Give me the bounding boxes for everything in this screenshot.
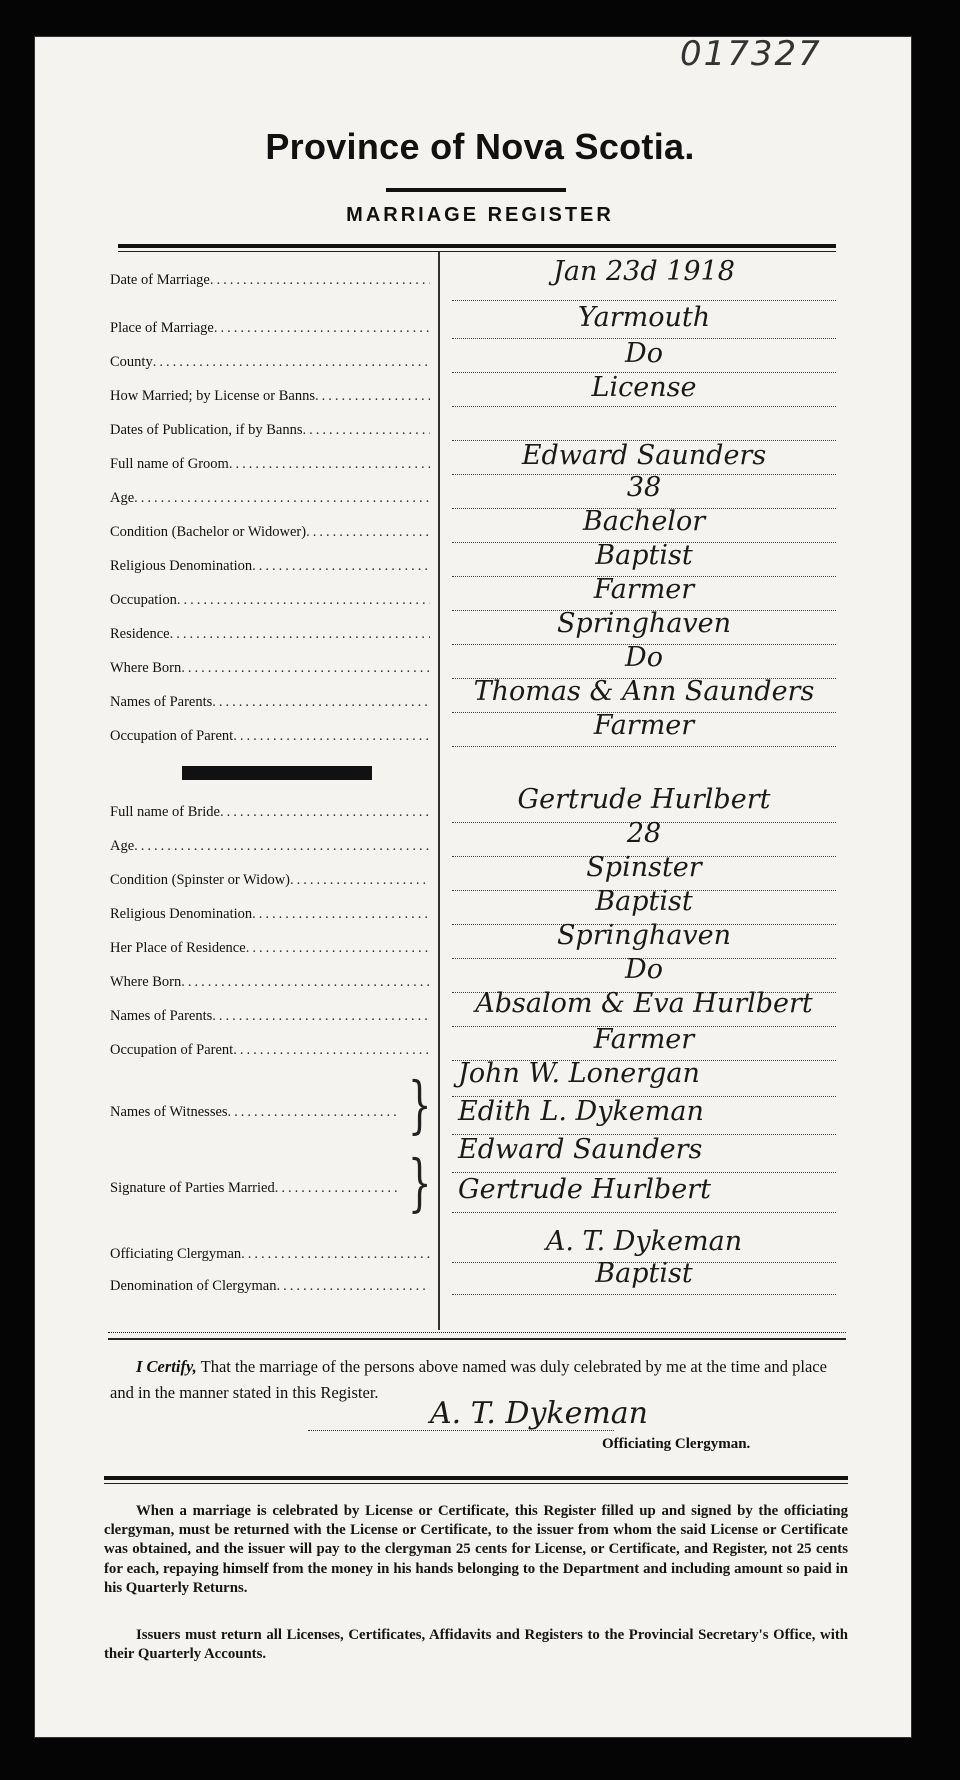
witnesses-brace: }	[407, 1068, 432, 1141]
certify-body: That the marriage of the persons above named was duly celebrated by me at the time and place and in the manner stated in this Register.	[110, 1357, 827, 1402]
certification-signature-label: Officiating Clergyman.	[602, 1436, 751, 1452]
field-label-officiating-clergyman: Officiating Clergyman .....	[110, 1246, 430, 1263]
value-bride-religion: Baptist	[595, 886, 693, 917]
header-rule-thin	[118, 251, 836, 252]
field-label-bride-condition: Condition (Spinster or Widow) .....	[110, 872, 430, 889]
field-label-how-married: How Married; by License or Banns .....	[110, 388, 430, 405]
value-county: Do	[625, 338, 663, 369]
field-label-bride-religion: Religious Denomination .....	[110, 906, 430, 923]
header-rule	[118, 244, 836, 248]
table-bottom-rule	[108, 1332, 846, 1334]
field-line	[452, 300, 836, 301]
value-place-of-marriage: Yarmouth	[577, 302, 711, 333]
field-label-bride-parent-occupation: Occupation of Parent .....	[110, 1042, 430, 1059]
value-officiating-clergyman: A. T. Dykeman	[545, 1226, 743, 1257]
field-line	[452, 1294, 836, 1295]
notice-paragraph-1: When a marriage is celebrated by License or Certificate, this Register filled up and signed by the officiating clergyman, must be returned with the License or Certificate, to the issuer from whom the said License or Certificate was obtained, and the issuer will pay to the clergyman 25 cents for License, or Certificate, and Register, not 25 cents for each, repaying himself from the money in his hands belonging to the Department and including amount so paid in his Quarterly Returns.	[104, 1503, 848, 1596]
field-label-witnesses: Names of Witnesses .....	[110, 1104, 400, 1121]
value-groom-residence: Springhaven	[556, 608, 732, 639]
value-bride-birthplace: Do	[625, 954, 663, 985]
field-label-groom-residence: Residence .....	[110, 626, 430, 643]
value-groom-occupation: Farmer	[593, 574, 695, 605]
value-groom-condition: Bachelor	[582, 506, 706, 537]
field-label-bride-age: Age .....	[110, 838, 430, 855]
field-label-dates-of-publication: Dates of Publication, if by Banns .....	[110, 422, 430, 439]
value-clergy-denomination: Baptist	[595, 1258, 693, 1289]
notice-paragraph-2: Issuers must return all Licenses, Certificates, Affidavits and Registers to the Provincial Secretary's Office, with their Quarterly Accounts.	[104, 1627, 848, 1663]
value-bride-condition: Spinster	[586, 852, 702, 883]
footer-rule	[104, 1476, 848, 1480]
value-bride-residence: Springhaven	[556, 920, 732, 951]
field-label-county: County .....	[110, 354, 430, 371]
register-subtitle: MARRIAGE REGISTER	[346, 204, 614, 226]
party-signature-bride: Gertrude Hurlbert	[458, 1174, 711, 1205]
field-line	[452, 406, 836, 407]
value-groom-parents: Thomas & Ann Saunders	[473, 676, 815, 707]
field-label-groom-parent-occupation: Occupation of Parent .....	[110, 728, 430, 745]
title-rule	[386, 188, 566, 192]
value-bride-name: Gertrude Hurlbert	[517, 784, 771, 815]
parties-brace: }	[407, 1146, 432, 1219]
value-groom-religion: Baptist	[595, 540, 693, 571]
province-title: Province of Nova Scotia.	[265, 126, 695, 167]
footer-rule-thin	[104, 1483, 848, 1484]
field-line	[452, 1212, 836, 1213]
field-label-bride-parents: Names of Parents .....	[110, 1008, 430, 1025]
value-date-of-marriage: Jan 23d 1918	[553, 256, 735, 287]
form-number: 017327	[680, 34, 822, 74]
field-label-bride-residence: Her Place of Residence .....	[110, 940, 430, 957]
value-groom-parent-occupation: Farmer	[593, 710, 695, 741]
field-label-clergy-denomination: Denomination of Clergyman .....	[110, 1278, 430, 1295]
witness-name-1: John W. Lonergan	[458, 1058, 700, 1089]
party-signature-groom: Edward Saunders	[458, 1134, 703, 1165]
field-label-bride-birthplace: Where Born .....	[110, 974, 430, 991]
value-bride-age: 28	[626, 818, 662, 849]
column-divider	[438, 252, 440, 1330]
certify-lead: I Certify,	[136, 1357, 197, 1376]
field-label-groom-condition: Condition (Bachelor or Widower) .....	[110, 524, 430, 541]
witness-name-2: Edith L. Dykeman	[458, 1096, 704, 1127]
section-separator-bar	[182, 766, 372, 780]
value-bride-parent-occupation: Farmer	[593, 1024, 695, 1055]
table-bottom-rule-thick	[108, 1338, 846, 1340]
value-groom-birthplace: Do	[625, 642, 663, 673]
value-groom-name: Edward Saunders	[521, 440, 767, 471]
value-groom-age: 38	[626, 472, 662, 503]
field-label-groom-name: Full name of Groom .....	[110, 456, 430, 473]
field-label-date-of-marriage: Date of Marriage .....	[110, 272, 430, 289]
field-label-groom-religion: Religious Denomination .....	[110, 558, 430, 575]
field-label-groom-parents: Names of Parents .....	[110, 694, 430, 711]
field-label-groom-birthplace: Where Born .....	[110, 660, 430, 677]
field-line	[452, 1172, 836, 1173]
field-label-groom-occupation: Occupation .....	[110, 592, 430, 609]
field-label-parties: Signature of Parties Married .....	[110, 1180, 400, 1197]
certification-signature: A. T. Dykeman	[430, 1396, 648, 1431]
field-line	[452, 746, 836, 747]
field-label-place-of-marriage: Place of Marriage .....	[110, 320, 430, 337]
field-label-groom-age: Age .....	[110, 490, 430, 507]
value-bride-parents: Absalom & Eva Hurlbert	[475, 988, 813, 1019]
field-label-bride-name: Full name of Bride .....	[110, 804, 430, 821]
value-how-married: License	[591, 372, 697, 403]
